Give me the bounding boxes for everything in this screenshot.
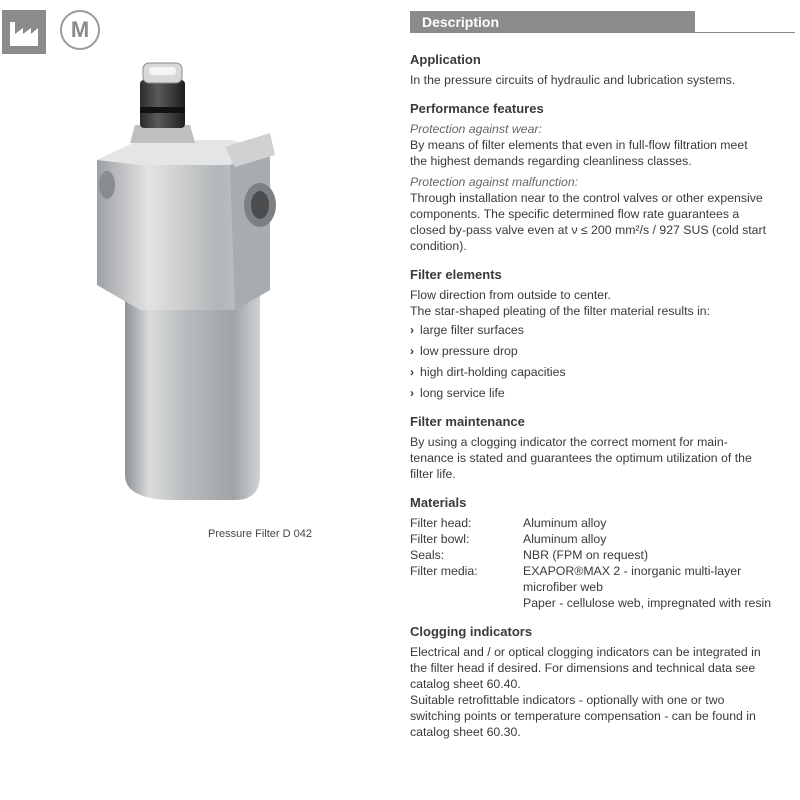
list-item: › high dirt-holding capacities [410,365,566,379]
chevron-right-icon: › [410,344,414,358]
application-title: Application [410,52,481,67]
clogging-text-line: catalog sheet 60.40. [410,677,521,691]
wear-text-line: the highest demands regarding cleanliness classes. [410,154,692,168]
chevron-right-icon: › [410,386,414,400]
section-header: Description [410,11,695,33]
filter-elements-section [410,267,798,401]
table-row: Paper - cellulose web, impregnated with resin [523,596,772,610]
m-badge-icon: M [60,10,100,50]
performance-title: Performance features [410,101,544,116]
factory-icon [2,10,46,54]
clogging-text-line: the filter head if desired. For dimensions and technical data see [410,661,756,675]
wear-label: Protection against wear: [410,122,542,136]
malfunction-text-line: condition). [410,239,467,253]
clogging-text-line: catalog sheet 60.30. [410,725,521,739]
list-item: › large filter surfaces [410,323,524,337]
clogging-text-line: Electrical and / or optical clogging indicators can be integrated in [410,645,761,659]
list-item: › low pressure drop [410,344,518,358]
wear-text-line: By means of filter elements that even in full-flow filtration meet [410,138,748,152]
clogging-section [410,624,798,740]
clogging-text-line: switching points or temperature compensation - can be found in [410,709,756,723]
product-caption: Pressure Filter D 042 [208,528,312,540]
materials-table [410,515,771,611]
maintenance-text-line: tenance is stated and guarantees the optimum utilization of the [410,451,752,465]
table-row: microfiber web [523,580,603,594]
table-row: Filter bowl: Aluminum alloy [410,532,607,546]
malfunction-label: Protection against malfunction: [410,175,579,189]
chevron-right-icon: › [410,323,414,337]
feature-list [410,322,798,401]
header-rule [695,32,795,33]
list-item: › long service life [410,386,505,400]
pressure-filter-image [85,55,320,525]
performance-section [410,101,798,254]
malfunction-text-line: components. The specific determined flow rate guarantees a [410,207,740,221]
table-row: Filter media: EXAPOR®MAX 2 - inorganic multi-layer [410,564,742,578]
description-content [410,52,798,753]
clogging-text-line: Suitable retrofittable indicators - optionally with one or two [410,693,725,707]
application-section [410,52,798,88]
clogging-title: Clogging indicators [410,624,533,639]
chevron-right-icon: › [410,365,414,379]
maintenance-text-line: filter life. [410,467,456,481]
materials-title: Materials [410,495,467,510]
filter-elements-title: Filter elements [410,267,502,282]
filter-elements-text: The star-shaped pleating of the filter material results in: [410,304,711,318]
malfunction-text-line: closed by-pass valve even at ν ≤ 200 mm²/s / 927 SUS (cold start [410,223,766,237]
malfunction-text-line: Through installation near to the control valves or other expensive [410,191,763,205]
maintenance-section [410,414,798,482]
maintenance-text-line: By using a clogging indicator the correct moment for main- [410,435,728,449]
application-text: In the pressure circuits of hydraulic and lubrication systems. [410,73,736,87]
filter-elements-text: Flow direction from outside to center. [410,288,611,302]
maintenance-title: Filter maintenance [410,414,525,429]
table-row: Seals: NBR (FPM on request) [410,548,649,562]
materials-section [410,495,798,611]
table-row: Filter head: Aluminum alloy [410,516,607,530]
